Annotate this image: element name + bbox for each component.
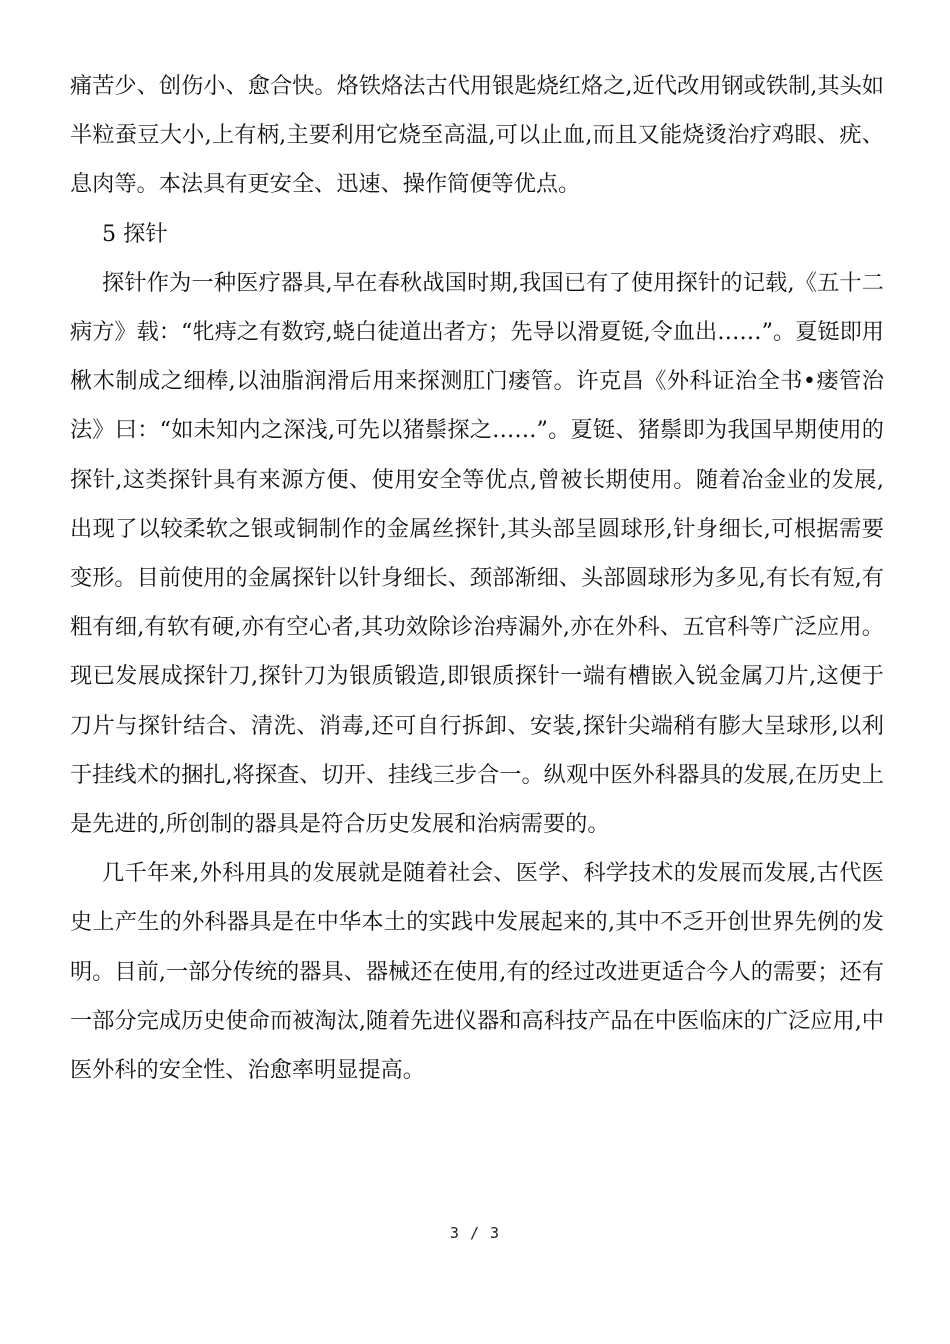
document-body xyxy=(70,62,884,1095)
paragraph-conclusion: 几千年来,外科用具的发展就是随着社会、医学、科学技术的发展而发展,古代医史上产生的外科器具是在中华本土的实践中发展起来的,其中不乏开创世界先例的发明。目前,一部分传统的器具、器械还在使用,有的经过改进更适合今人的需要；还有一部分完成历史使命而被淘汰,随着先进仪器和高科技产品在中医临床的广泛应用,中医外科的安全性、治愈率明显提高。 xyxy=(70,860,884,1084)
page-number: 3 / 3 xyxy=(449,1224,501,1242)
paragraph-cautery: 痛苦少、创伤小、愈合快。烙铁烙法古代用银匙烧红烙之,近代改用钢或铁制,其头如半粒蚕豆大小,上有柄,主要利用它烧至高温,可以止血,而且又能烧烫治疗鸡眼、疣、息肉等。本法具有更安全、迅速、操作简便等优点。 xyxy=(70,73,884,198)
section-heading-probe: 5 探针 xyxy=(102,220,168,247)
paragraph-probe-history: 探针作为一种医疗器具,早在春秋战国时期,我国已有了使用探针的记载,《五十二病方》载：“牝痔之有数窍,蛲白徒道出者方；先导以滑夏铤,令血出……”。夏铤即用楸木制成之细棒,以油脂润滑后用来探测肛门瘘管。许克昌《外科证治全书•瘘管治法》曰：“如未知内之深浅,可先以猪鬃探之……”。夏铤、猪鬃即为我国早期使用的探针,这类探针具有来源方便、使用安全等优点,曾被长期使用。随着冶金业的发展,出现了以较柔软之银或铜制作的金属丝探针,其头部呈圆球形,针身细长,可根据需要变形。目前使用的金属探针以针身细长、颈部渐细、头部圆球形为多见,有长有短,有粗有细,有软有硬,亦有空心者,其功效除诊治痔漏外,亦在外科、五官科等广泛应用。现已发展成探针刀,探针刀为银质锻造,即银质探针一端有槽嵌入锐金属刀片,这便于刀片与探针结合、清洗、消毒,还可自行拆卸、安装,探针尖端稍有膨大呈球形,以利于挂线术的捆扎,将探查、切开、挂线三步合一。纵观中医外科器具的发展,在历史上是先进的,所创制的器具是符合历史发展和治病需要的。 xyxy=(70,269,884,838)
